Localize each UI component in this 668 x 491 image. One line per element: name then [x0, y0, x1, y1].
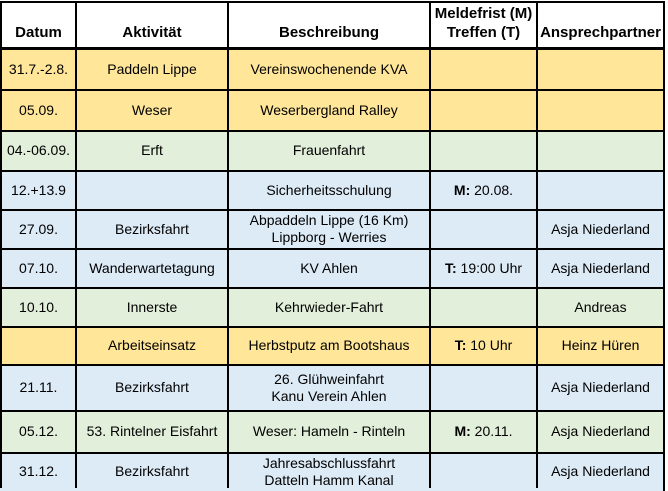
cell-beschreibung: Vereinswochenende KVA	[228, 49, 430, 90]
cell-meldefrist	[430, 49, 537, 90]
cell-ansprechpartner	[537, 49, 664, 90]
cell-datum	[1, 327, 76, 365]
cell-ansprechpartner: Heinz Hüren	[537, 327, 664, 365]
cell-datum: 21.11.	[1, 365, 76, 411]
cell-beschreibung: Frauenfahrt	[228, 131, 430, 171]
cell-aktivitaet: Wanderwartetagung	[76, 249, 228, 288]
cell-datum: 31.7.-2.8.	[1, 49, 76, 90]
cell-aktivitaet: Bezirksfahrt	[76, 453, 228, 491]
cell-datum: 31.12.	[1, 453, 76, 491]
cell-ansprechpartner: Asja Niederland	[537, 249, 664, 288]
cell-ansprechpartner	[537, 171, 664, 210]
cell-datum: 12.+13.9	[1, 171, 76, 210]
table-row	[1, 411, 664, 453]
cell-aktivitaet: 53. Rintelner Eisfahrt	[76, 411, 228, 453]
cell-datum: 10.10.	[1, 288, 76, 327]
meldefrist-header-line2: Treffen (T)	[446, 24, 521, 41]
cell-meldefrist	[430, 453, 537, 491]
cell-meldefrist: M: 20.08.	[430, 171, 537, 210]
header-row	[1, 2, 664, 49]
cell-ansprechpartner	[537, 90, 664, 131]
cell-datum: 07.10.	[1, 249, 76, 288]
cell-aktivitaet: Innerste	[76, 288, 228, 327]
cell-aktivitaet: Weser	[76, 90, 228, 131]
cell-meldefrist	[430, 90, 537, 131]
cell-ansprechpartner	[537, 131, 664, 171]
table-row	[1, 249, 664, 288]
cell-beschreibung: Weserbergland Ralley	[228, 90, 430, 131]
cell-beschreibung: KV Ahlen	[228, 249, 430, 288]
cell-aktivitaet: Bezirksfahrt	[76, 210, 228, 249]
cell-meldefrist	[430, 210, 537, 249]
cell-meldefrist: T: 19:00 Uhr	[430, 249, 537, 288]
table-row	[1, 210, 664, 249]
column-header-ansprechpartner: Ansprechpartner	[537, 2, 664, 49]
cell-aktivitaet: Bezirksfahrt	[76, 365, 228, 411]
cell-datum: 27.09.	[1, 210, 76, 249]
cell-aktivitaet	[76, 171, 228, 210]
column-header-datum: Datum	[1, 2, 76, 49]
column-header-aktivitaet: Aktivität	[76, 2, 228, 49]
cell-ansprechpartner: Asja Niederland	[537, 365, 664, 411]
cell-meldefrist: T: 10 Uhr	[430, 327, 537, 365]
cell-beschreibung: Abpaddeln Lippe (16 Km) Lippborg - Werries	[228, 210, 430, 249]
column-header-beschreibung: Beschreibung	[228, 2, 430, 49]
table-row	[1, 49, 664, 90]
cell-datum: 04.-06.09.	[1, 131, 76, 171]
cell-beschreibung: 26. Glühweinfahrt Kanu Verein Ahlen	[228, 365, 430, 411]
table-row	[1, 171, 664, 210]
cell-datum: 05.09.	[1, 90, 76, 131]
table-row	[1, 288, 664, 327]
cell-meldefrist	[430, 365, 537, 411]
cell-beschreibung: Weser: Hameln - Rinteln	[228, 411, 430, 453]
cell-beschreibung: Kehrwieder-Fahrt	[228, 288, 430, 327]
cell-ansprechpartner: Andreas	[537, 288, 664, 327]
cell-meldefrist	[430, 131, 537, 171]
cell-meldefrist	[430, 288, 537, 327]
meldefrist-header-line1: Meldefrist (M)	[434, 5, 533, 22]
cell-aktivitaet: Paddeln Lippe	[76, 49, 228, 90]
cell-beschreibung: Sicherheitsschulung	[228, 171, 430, 210]
frist-type-label: T:	[444, 259, 457, 276]
frist-type-label: M:	[453, 181, 471, 198]
table-row	[1, 365, 664, 411]
schedule-table	[0, 1, 665, 491]
cell-ansprechpartner: Asja Niederland	[537, 210, 664, 249]
table-row	[1, 327, 664, 365]
cell-beschreibung: Jahresabschlussfahrt Datteln Hamm Kanal	[228, 453, 430, 491]
frist-type-label: T:	[454, 337, 467, 353]
cell-datum: 05.12.	[1, 411, 76, 453]
table-row	[1, 453, 664, 491]
column-header-meldefrist	[430, 2, 537, 49]
cell-meldefrist: M: 20.11.	[430, 411, 537, 453]
cell-aktivitaet: Erft	[76, 131, 228, 171]
cell-ansprechpartner: Asja Niederland	[537, 411, 664, 453]
table-row	[1, 90, 664, 131]
cell-ansprechpartner: Asja Niederland	[537, 453, 664, 491]
cell-aktivitaet: Arbeitseinsatz	[76, 327, 228, 365]
table-row	[1, 131, 664, 171]
cell-beschreibung: Herbstputz am Bootshaus	[228, 327, 430, 365]
frist-type-label: M:	[454, 423, 471, 439]
